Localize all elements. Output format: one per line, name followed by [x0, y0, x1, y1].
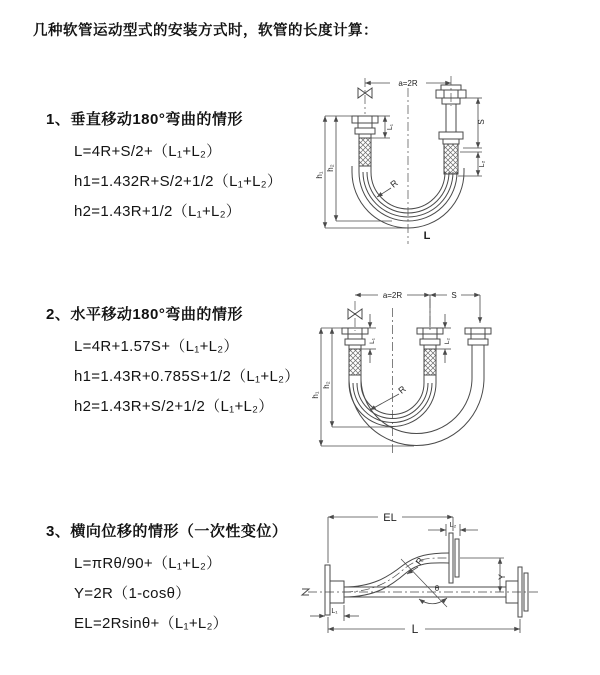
valve-icon	[348, 309, 362, 319]
left-fitting	[352, 116, 378, 166]
dim-label-l1: L₁	[369, 338, 376, 344]
diagram-vertical-bend	[308, 60, 598, 270]
page-title: 几种软管运动型式的安装方式时，软管的长度计算：	[33, 23, 378, 39]
dim-label-l1: L₁	[331, 608, 338, 615]
dim-label-l2: L₂	[449, 522, 457, 529]
dimensions	[321, 295, 480, 446]
section-vertical-bend	[46, 108, 282, 227]
dim-label-l2: L₂	[444, 337, 451, 345]
dim-label-y: Y	[497, 573, 507, 581]
dim-label-span: a=2R	[398, 79, 418, 88]
left-fitting	[342, 328, 368, 375]
diagram-horizontal-bend	[308, 283, 598, 468]
right-fitting	[436, 85, 466, 174]
hose-u-bends	[349, 345, 484, 446]
upper-right-flange	[449, 533, 459, 583]
dim-label-length: L	[423, 230, 431, 242]
dim-label-l2: L₂	[479, 160, 486, 168]
formula-line: EL=2Rsinθ+（L₁+L₂）	[74, 615, 228, 632]
dim-label-radius: R	[396, 383, 408, 396]
diagram-lateral-displacement	[300, 503, 600, 653]
middle-fitting	[417, 328, 443, 375]
formula-line: h2=1.43R+1/2（L₁+L₂）	[74, 203, 242, 220]
break-mark	[302, 589, 309, 595]
dim-label-span: a=2R	[382, 291, 403, 300]
dimensions	[310, 517, 520, 633]
formula-line: Y=2R（1-cosθ）	[74, 585, 191, 602]
dim-label-h2: h₂	[326, 164, 335, 172]
dim-label-radius: R	[413, 555, 426, 567]
formula-line: L=4R+S/2+（L₁+L₂）	[74, 143, 222, 160]
dim-label-radius: R	[388, 177, 400, 190]
dim-label-h2: h₂	[322, 381, 331, 389]
section-lateral-displacement	[46, 520, 287, 639]
section-heading: 2、水平移动180°弯曲的情形	[46, 306, 243, 323]
dim-label-s: S	[451, 291, 457, 300]
construction-angle	[401, 559, 447, 607]
dim-label-h1: h₁	[311, 391, 320, 399]
dim-label-theta: θ	[434, 584, 440, 593]
section-heading: 3、横向位移的情形（一次性变位）	[46, 523, 288, 540]
dim-label-s: S	[477, 119, 486, 125]
dim-label-h1: h₁	[315, 171, 324, 179]
centerlines	[355, 299, 430, 453]
formula-line: h1=1.43R+0.785S+1/2（L₁+L₂）	[74, 368, 300, 385]
formula-line: h1=1.432R+S/2+1/2（L₁+L₂）	[74, 173, 283, 190]
dim-label-length: L	[411, 622, 419, 636]
formula-line: L=4R+1.57S+（L₁+L₂）	[74, 338, 239, 355]
right-fitting	[465, 328, 491, 345]
dim-label-el: EL	[383, 512, 397, 524]
formula-line: h2=1.43R+S/2+1/2（L₁+L₂）	[74, 398, 274, 415]
formula-line: L=πRθ/90+（L₁+L₂）	[74, 555, 222, 572]
section-horizontal-bend	[46, 303, 300, 422]
section-heading: 1、垂直移动180°弯曲的情形	[46, 111, 243, 128]
dim-label-l1: L₁	[387, 123, 394, 131]
